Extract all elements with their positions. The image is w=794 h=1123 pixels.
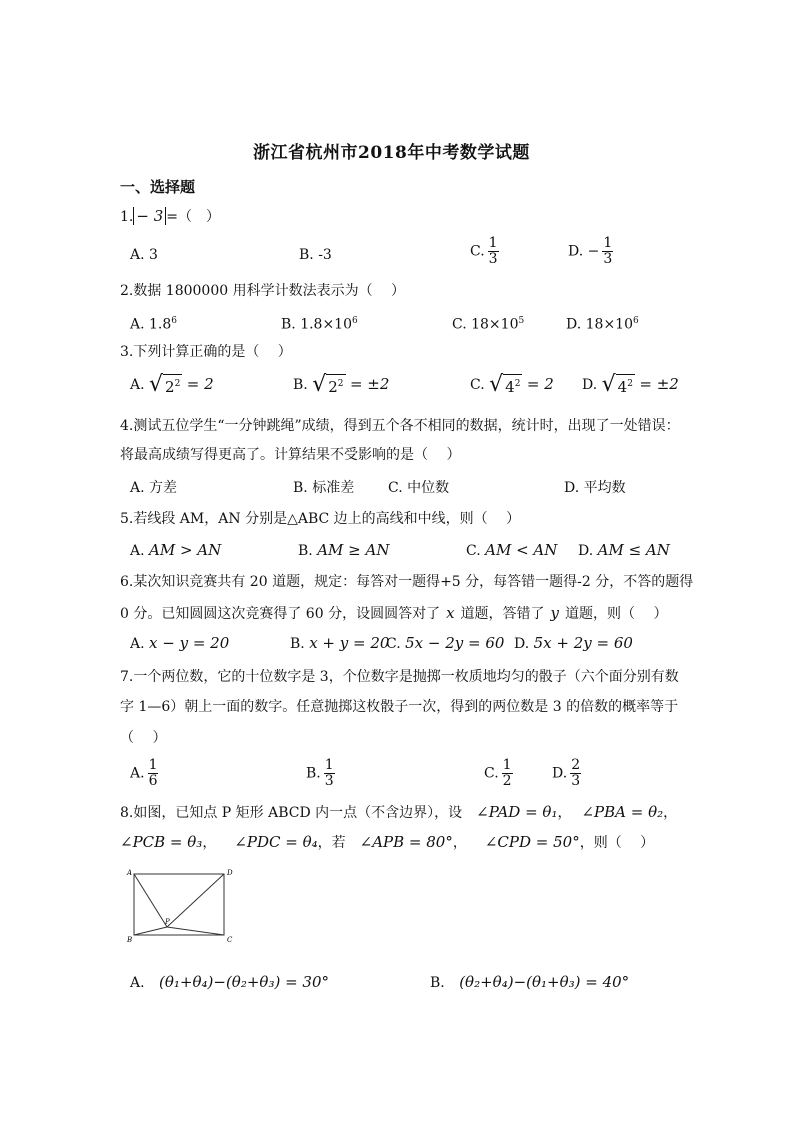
sqrt-symbol: √ $2^2$ [312,372,344,397]
q8-option-b: B. (θ₂+θ₄)−(θ₁+θ₃) = 40° [430,973,630,991]
q7-stem-line2: 字 1—6）朝上一面的数字。任意抛掷这枚骰子一次，得到的两位数是 3 的倍数的概率等于 [120,699,679,715]
q2-stem: 2.数据 1800000 用科学计数法表示为（ ） [120,283,406,299]
q3-option-d: D. √ $4^2$ = ±2 [582,372,679,397]
q4-option-c: C. 中位数 [388,480,450,496]
label-a: A [127,869,133,877]
q8-stem-line1: 8.如图，已知点 P 矩形 ABCD 内一点（不含边界），设 ∠PAD = θ₁， ∠PBA = θ₂， [120,803,678,821]
q8-option-a: A. (θ₁+θ₄)−(θ₂+θ₃) = 30° [130,973,329,991]
q1-option-a: A. 3 [130,247,158,263]
q7-stem-line3: （ ） [120,730,167,746]
q1-option-b: B. -3 [299,247,332,263]
segment-pb [134,927,167,935]
q7-option-d: D. $\frac{2}{3}$ [552,757,581,789]
label-p: P [165,918,170,926]
q6-stem-line2: 0 分。已知圆圆这次竞赛得了 60 分，设圆圆答对了 x 道题，答错了 y 道题，则（ ） [120,604,668,622]
q7-option-b: B. $\frac{1}{3}$ [306,757,334,789]
q6-option-a: A. x − y = 20 [130,634,230,652]
q2-option-a: A. $1.8^6$ [130,316,178,333]
q6-option-c: C. 5x − 2y = 60 [386,634,505,652]
q4-option-b: B. 标准差 [293,480,355,496]
q6-stem-line1: 6.某次知识竞赛共有 20 道题，规定：每答对一题得+5 分，每答错一题得-2 分，不答的题得 [120,574,694,590]
sqrt-symbol: √ $4^2$ [489,372,521,397]
q5-option-a: A. AM > AN [130,541,222,559]
segment-pd [167,874,224,927]
segment-pc [167,927,224,935]
q1-option-c: C. $\frac{1}{3}$ [470,235,498,267]
q8-stem-line2: ∠PCB = θ₃， ∠PDC = θ₄，若 ∠APB = 80°， ∠CPD = 50°，则（ ） [120,833,655,851]
q3-option-a: A. √ $2^2$ = 2 [130,372,214,397]
q6-option-b: B. x + y = 20 [290,634,390,652]
q3-stem: 3.下列计算正确的是（ ） [120,344,292,360]
sqrt-symbol: √ $4^2$ [601,372,633,397]
section-heading: 一、选择题 [120,178,196,196]
q3-option-b: B. √ $2^2$ = ±2 [293,372,390,397]
q5-option-d: D. AM ≤ AN [578,541,670,559]
q2-option-d: D. $18\times 10^6$ [566,316,639,333]
label-c: C [227,936,233,944]
q7-option-a: A. $\frac{1}{6}$ [130,757,158,789]
rectangle-abcd [134,874,224,935]
q7-option-c: C. $\frac{1}{2}$ [484,757,512,789]
q2-option-c: C. $18\times 10^5$ [452,316,525,333]
q2-option-b: B. $1.8\times 10^6$ [281,316,358,333]
q4-stem-line2: 将最高成绩写得更高了。计算结果不受影响的是（ ） [120,447,461,463]
q4-option-a: A. 方差 [130,480,178,496]
sqrt-symbol: √ $2^2$ [149,372,181,397]
q5-stem: 5.若线段 AM，AN 分别是△ABC 边上的高线和中线，则（ ） [120,511,521,527]
q4-stem-line1: 4.测试五位学生“一分钟跳绳”成绩，得到五个各不相同的数据，统计时，出现了一处错误： [120,418,680,434]
q5-option-c: C. AM < AN [466,541,558,559]
q1-stem: 1. − 3 =（ ） [120,207,220,225]
q6-option-d: D. 5x + 2y = 60 [514,634,633,652]
page-title: 浙江省杭州市2018年中考数学试题 [253,143,530,163]
rectangle-figure [124,866,240,946]
q1-option-d: D. − $\frac{1}{3}$ [568,235,613,267]
q4-option-d: D. 平均数 [564,480,626,496]
q7-stem-line1: 7.一个两位数，它的十位数字是 3，个位数字是抛掷一枚质地均匀的骰子（六个面分别有数 [120,669,679,685]
q5-option-b: B. AM ≥ AN [298,541,390,559]
label-b: B [127,936,133,944]
segment-pa [134,874,167,927]
label-d: D [227,869,233,877]
q3-option-c: C. √ $4^2$ = 2 [470,372,554,397]
